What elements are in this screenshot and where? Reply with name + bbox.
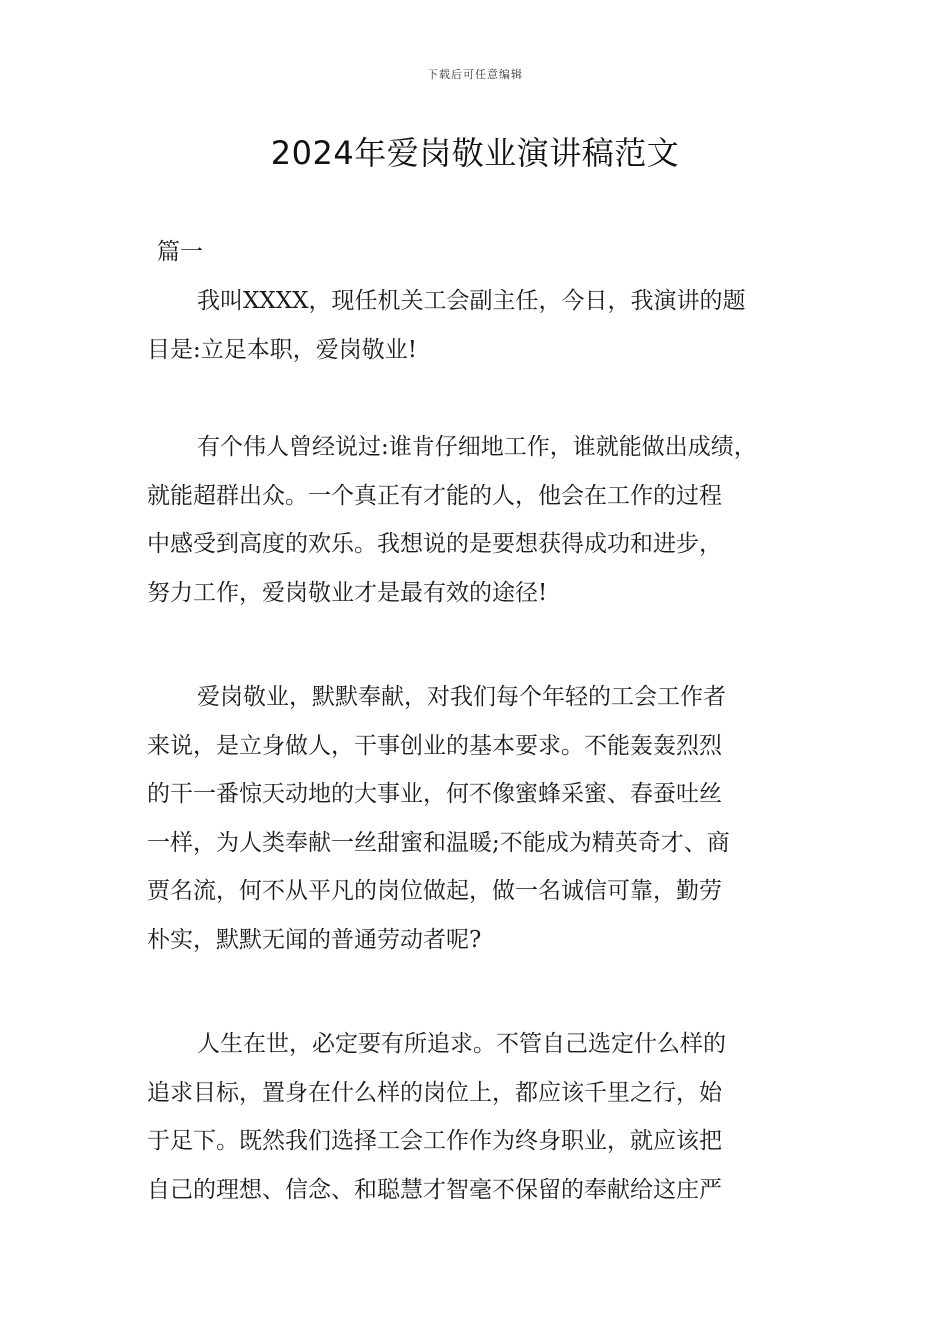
- paragraph-2: [147, 423, 823, 617]
- paragraph-line: 一样，为人类奉献一丝甜蜜和温暖;不能成为精英奇才、商: [147, 829, 730, 856]
- paragraph-4: [147, 1020, 823, 1214]
- document-title: 2024年爱岗敬业演讲稿范文: [270, 134, 680, 172]
- paragraph-line: 我叫XXXX，现任机关工会副主任，今日，我演讲的题: [197, 288, 746, 314]
- paragraph-line: 目是:立足本职，爱岗敬业!: [147, 336, 417, 363]
- paragraph-line: 就能超群出众。一个真正有才能的人，他会在工作的过程: [147, 482, 722, 509]
- paragraph-3: [147, 673, 823, 965]
- section-label: 篇一: [157, 239, 203, 265]
- paragraph-line: 的干一番惊天动地的大事业，何不像蜜蜂采蜜、春蚕吐丝: [147, 781, 722, 808]
- paragraph-line: 自己的理想、信念、和聪慧才智毫不保留的奉献给这庄严: [147, 1176, 722, 1203]
- paragraph-line: 于足下。既然我们选择工会工作作为终身职业，就应该把: [147, 1128, 722, 1155]
- paragraph-line: 人生在世，必定要有所追求。不管自己选定什么样的: [197, 1031, 726, 1057]
- paragraph-line: 爱岗敬业，默默奉献，对我们每个年轻的工会工作者: [197, 684, 726, 710]
- paragraph-line: 努力工作，爱岗敬业才是最有效的途径!: [147, 579, 548, 606]
- paragraph-line: 朴实，默默无闻的普通劳动者呢?: [147, 926, 482, 953]
- paragraph-line: 追求目标，置身在什么样的岗位上，都应该千里之行，始: [147, 1079, 722, 1106]
- paragraph-line: 有个伟人曾经说过:谁肯仔细地工作，谁就能做出成绩，: [197, 434, 757, 460]
- paragraph-line: 中感受到高度的欢乐。我想说的是要想获得成功和进步，: [147, 531, 722, 558]
- header-note: 下载后可任意编辑: [427, 68, 523, 81]
- paragraph-line: 贾名流，何不从平凡的岗位做起，做一名诚信可靠，勤劳: [147, 878, 722, 905]
- paragraph-line: 来说，是立身做人，干事创业的基本要求。不能轰轰烈烈: [147, 732, 722, 759]
- paragraph-1: [147, 277, 823, 374]
